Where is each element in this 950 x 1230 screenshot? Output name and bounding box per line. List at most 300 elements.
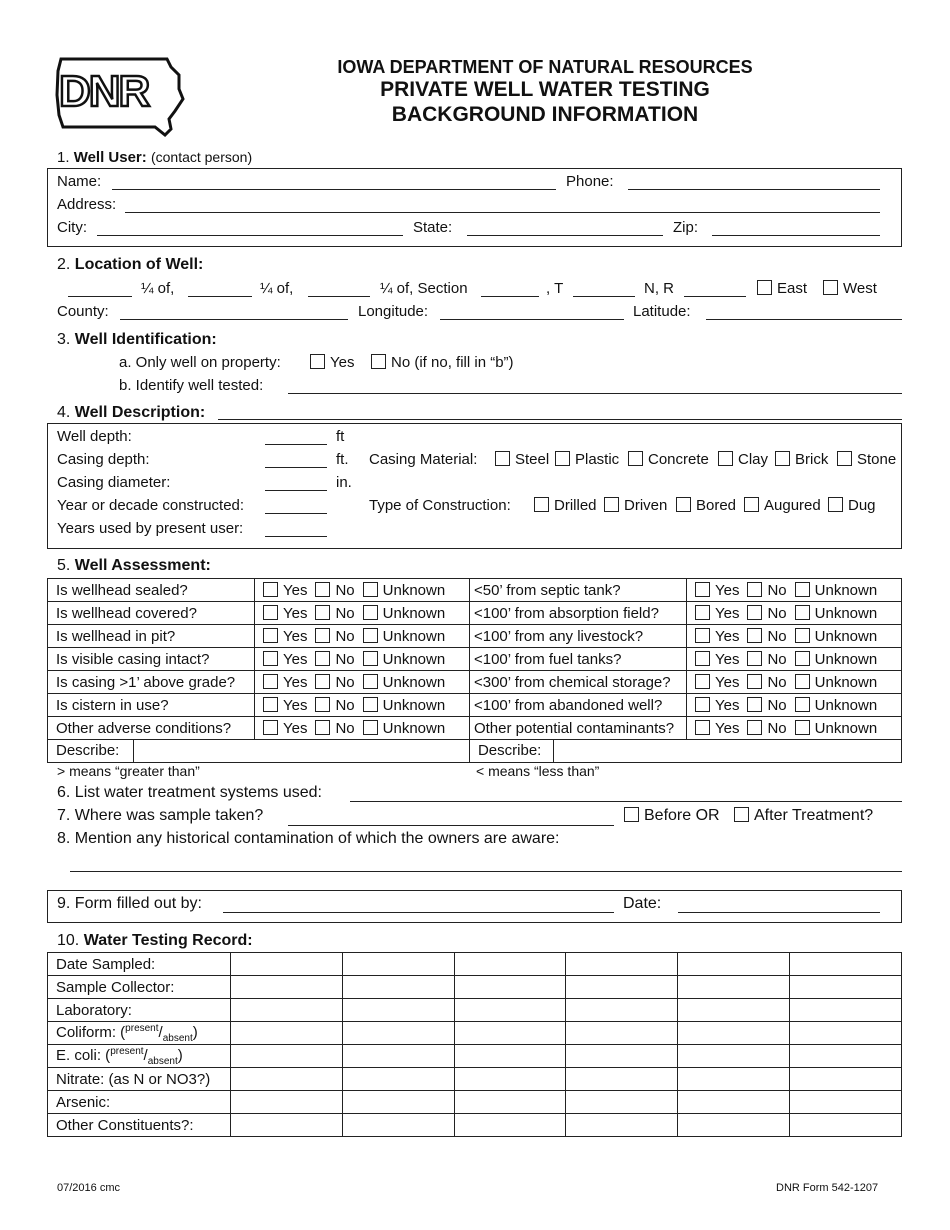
phone-label: Phone: [566, 173, 614, 190]
option-label: Unknown [382, 673, 446, 691]
record-row-label: Date Sampled: [48, 953, 231, 976]
left-q1-no-checkbox[interactable] [315, 605, 330, 620]
quarter-2-label: ¼ of, [260, 280, 294, 297]
assessment-question: <100’ from any livestock? [469, 625, 686, 648]
record-cell[interactable] [454, 999, 566, 1022]
quarter-3-field[interactable] [308, 296, 370, 297]
year-constructed-label: Year or decade constructed: [57, 497, 245, 514]
left-q5-yes-option[interactable] [263, 697, 307, 714]
left-q3-yes-checkbox[interactable] [263, 651, 278, 666]
record-cell[interactable] [230, 1022, 342, 1045]
record-cell[interactable] [790, 1022, 902, 1045]
clay-checkbox[interactable] [718, 451, 733, 466]
left-q5-unknown-checkbox[interactable] [363, 697, 378, 712]
record-cell[interactable] [454, 1114, 566, 1137]
option-label: Yes [714, 581, 740, 599]
option-label: Yes [714, 719, 740, 737]
describe-left-field[interactable] [134, 740, 469, 762]
record-row-label: Coliform: $(^{present}/_{absent})$ [48, 1022, 231, 1045]
left-q2-unknown-checkbox[interactable] [363, 628, 378, 643]
county-field[interactable] [120, 319, 348, 320]
treatment-systems-label: 6. List water treatment systems used: [57, 784, 322, 801]
record-row-label: Laboratory: [48, 999, 231, 1022]
record-cell[interactable] [230, 1068, 342, 1091]
right-q0-unknown-checkbox[interactable] [795, 582, 810, 597]
after-treatment-option[interactable]: After Treatment? [734, 807, 873, 825]
left-q0-no-checkbox[interactable] [315, 582, 330, 597]
after-checkbox[interactable] [734, 807, 749, 822]
section-10-heading: 10. Water Testing Record: [57, 932, 253, 949]
quarter-1-label: ¼ of, [141, 280, 175, 297]
record-cell[interactable] [678, 999, 790, 1022]
left-q5-no-option[interactable] [315, 697, 354, 714]
right-q4-options [686, 671, 901, 694]
record-cell[interactable] [678, 1114, 790, 1137]
assessment-question: Is wellhead covered? [48, 602, 255, 625]
section-label: ¼ of, Section [380, 280, 468, 297]
right-q5-yes-checkbox[interactable] [695, 697, 710, 712]
record-cell[interactable] [678, 1068, 790, 1091]
left-q3-yes-option[interactable] [263, 651, 307, 668]
left-q2-unknown-option[interactable] [363, 628, 446, 645]
only-well-no[interactable]: No (if no, fill in “b”) [371, 354, 514, 371]
drilled-checkbox[interactable] [534, 497, 549, 512]
right-q6-yes-option[interactable] [695, 720, 739, 737]
right-q0-unknown-option[interactable] [795, 582, 878, 599]
bored-checkbox[interactable] [676, 497, 691, 512]
identify-well-field[interactable] [288, 393, 902, 394]
east-option[interactable]: East [757, 280, 807, 297]
option-label: Yes [282, 696, 308, 714]
assessment-question: Other potential contaminants? [469, 717, 686, 740]
section-field[interactable] [481, 296, 539, 297]
record-row [48, 976, 902, 999]
record-row [48, 1045, 902, 1068]
right-q3-unknown-option[interactable] [795, 651, 878, 668]
dnr-logo [55, 55, 185, 137]
record-cell[interactable] [566, 1068, 678, 1091]
right-q3-yes-checkbox[interactable] [695, 651, 710, 666]
option-label: No [767, 627, 787, 645]
left-q1-options [254, 602, 469, 625]
record-cell[interactable] [790, 1114, 902, 1137]
left-q4-unknown-option[interactable] [363, 674, 446, 691]
assessment-question: Is wellhead sealed? [48, 579, 255, 602]
describe-right-field[interactable] [554, 740, 901, 762]
record-cell[interactable] [566, 1091, 678, 1114]
construction-driven[interactable]: Driven [604, 497, 667, 514]
material-brick[interactable]: Brick [775, 451, 828, 468]
left-q2-no-option[interactable] [315, 628, 354, 645]
right-q3-no-checkbox[interactable] [747, 651, 762, 666]
plastic-checkbox[interactable] [555, 451, 570, 466]
record-cell[interactable] [566, 953, 678, 976]
water-testing-record-table [47, 952, 902, 1137]
record-cell[interactable] [678, 1045, 790, 1068]
only-well-label: a. Only well on property: [119, 354, 281, 371]
less-than-note: < means “less than” [476, 763, 600, 779]
historical-contamination-field[interactable] [70, 871, 902, 872]
assessment-row [48, 579, 902, 602]
right-q4-no-option[interactable] [747, 674, 786, 691]
west-option[interactable]: West [823, 280, 877, 297]
record-row-label: Sample Collector: [48, 976, 231, 999]
year-constructed-field[interactable] [265, 513, 327, 514]
right-q1-no-option[interactable] [747, 605, 786, 622]
date-label: Date: [623, 895, 662, 912]
left-q6-options [254, 717, 469, 740]
casing-depth-unit: ft. [336, 451, 349, 468]
record-row-label: Arsenic: [48, 1091, 231, 1114]
only-well-yes-checkbox[interactable] [310, 354, 325, 369]
assessment-row [48, 602, 902, 625]
describe-label: Describe: [470, 740, 554, 762]
right-q3-yes-option[interactable] [695, 651, 739, 668]
material-plastic[interactable]: Plastic [555, 451, 619, 468]
longitude-field[interactable] [440, 319, 624, 320]
record-cell[interactable] [678, 953, 790, 976]
right-q5-unknown-checkbox[interactable] [795, 697, 810, 712]
record-cell[interactable] [790, 999, 902, 1022]
left-q6-unknown-option[interactable] [363, 720, 446, 737]
right-q2-unknown-checkbox[interactable] [795, 628, 810, 643]
city-label: City: [57, 219, 87, 236]
record-cell[interactable] [342, 1022, 454, 1045]
record-cell[interactable] [342, 1045, 454, 1068]
option-label: Yes [282, 719, 308, 737]
record-cell[interactable] [342, 1091, 454, 1114]
record-cell[interactable] [790, 976, 902, 999]
range-field[interactable] [684, 296, 746, 297]
dug-checkbox[interactable] [828, 497, 843, 512]
record-cell[interactable] [566, 1114, 678, 1137]
option-label: No [335, 696, 355, 714]
right-q2-no-option[interactable] [747, 628, 786, 645]
record-cell[interactable] [230, 953, 342, 976]
filled-by-field[interactable] [223, 912, 614, 913]
left-q2-no-checkbox[interactable] [315, 628, 330, 643]
record-cell[interactable] [454, 953, 566, 976]
quarter-1-field[interactable] [68, 296, 132, 297]
historical-contamination-label: 8. Mention any historical contamination of which the owners are aware: [57, 830, 560, 847]
state-field[interactable] [467, 235, 663, 236]
record-cell[interactable] [678, 1091, 790, 1114]
right-q1-yes-checkbox[interactable] [695, 605, 710, 620]
record-cell[interactable] [342, 1114, 454, 1137]
left-q1-unknown-option[interactable] [363, 605, 446, 622]
left-q1-unknown-checkbox[interactable] [363, 605, 378, 620]
left-q4-unknown-checkbox[interactable] [363, 674, 378, 689]
right-q6-no-option[interactable] [747, 720, 786, 737]
option-label: No [767, 696, 787, 714]
right-q5-yes-option[interactable] [695, 697, 739, 714]
construction-dug[interactable]: Dug [828, 497, 876, 514]
right-q2-unknown-option[interactable] [795, 628, 878, 645]
assessment-row [48, 671, 902, 694]
left-q5-options [254, 694, 469, 717]
well-depth-unit: ft [336, 428, 345, 445]
record-row [48, 1068, 902, 1091]
brick-checkbox[interactable] [775, 451, 790, 466]
left-q4-no-checkbox[interactable] [315, 674, 330, 689]
record-cell[interactable] [454, 1022, 566, 1045]
right-q4-yes-option[interactable] [695, 674, 739, 691]
right-q5-options [686, 694, 901, 717]
footer-form-number: DNR Form 542-1207 [776, 1182, 879, 1194]
latitude-label: Latitude: [633, 303, 691, 320]
section-4-heading: 4. Well Description: [57, 404, 206, 421]
right-q6-no-checkbox[interactable] [747, 720, 762, 735]
well-depth-label: Well depth: [57, 428, 132, 445]
material-concrete[interactable]: Concrete [628, 451, 709, 468]
left-q6-yes-checkbox[interactable] [263, 720, 278, 735]
assessment-question: <100’ from fuel tanks? [469, 648, 686, 671]
left-q4-yes-option[interactable] [263, 674, 307, 691]
right-q2-options [686, 625, 901, 648]
zip-field[interactable] [712, 235, 880, 236]
left-q3-options [254, 648, 469, 671]
right-q5-unknown-option[interactable] [795, 697, 878, 714]
record-cell[interactable] [790, 1068, 902, 1091]
driven-checkbox[interactable] [604, 497, 619, 512]
record-cell[interactable] [678, 1022, 790, 1045]
section-1-heading: 1. Well User: (contact person) [57, 149, 253, 166]
only-well-no-checkbox[interactable] [371, 354, 386, 369]
construction-bored[interactable]: Bored [676, 497, 736, 514]
assessment-question: <100’ from abandoned well? [469, 694, 686, 717]
left-q5-no-checkbox[interactable] [315, 697, 330, 712]
construction-drilled[interactable]: Drilled [534, 497, 597, 514]
record-row [48, 953, 902, 976]
record-cell[interactable] [790, 953, 902, 976]
option-label: Yes [282, 650, 308, 668]
form-title-2: BACKGROUND INFORMATION [391, 103, 699, 126]
left-q2-yes-checkbox[interactable] [263, 628, 278, 643]
right-q2-yes-checkbox[interactable] [695, 628, 710, 643]
option-label: Unknown [814, 581, 878, 599]
option-label: Yes [714, 696, 740, 714]
record-cell[interactable] [342, 1068, 454, 1091]
casing-diameter-label: Casing diameter: [57, 474, 171, 491]
left-q2-yes-option[interactable] [263, 628, 307, 645]
left-q6-yes-option[interactable] [263, 720, 307, 737]
record-row-label: Other Constituents?: [48, 1114, 231, 1137]
record-cell[interactable] [342, 953, 454, 976]
right-q4-yes-checkbox[interactable] [695, 674, 710, 689]
option-label: Unknown [382, 627, 446, 645]
left-q6-unknown-checkbox[interactable] [363, 720, 378, 735]
right-q0-yes-checkbox[interactable] [695, 582, 710, 597]
before-treatment-option[interactable]: Before OR [624, 807, 720, 825]
right-q2-yes-option[interactable] [695, 628, 739, 645]
record-cell[interactable] [230, 999, 342, 1022]
option-label: Yes [282, 673, 308, 691]
record-cell[interactable] [454, 1045, 566, 1068]
quarter-2-field[interactable] [188, 296, 252, 297]
record-cell[interactable] [230, 1091, 342, 1114]
option-label: Unknown [382, 581, 446, 599]
option-label: No [767, 604, 787, 622]
assessment-row [48, 717, 902, 740]
township-field[interactable] [573, 296, 635, 297]
record-cell[interactable] [790, 1091, 902, 1114]
left-q6-no-option[interactable] [315, 720, 354, 737]
right-q4-unknown-option[interactable] [795, 674, 878, 691]
left-q1-yes-checkbox[interactable] [263, 605, 278, 620]
casing-diameter-field[interactable] [265, 490, 327, 491]
augured-checkbox[interactable] [744, 497, 759, 512]
west-checkbox[interactable] [823, 280, 838, 295]
left-q3-unknown-checkbox[interactable] [363, 651, 378, 666]
right-q6-unknown-option[interactable] [795, 720, 878, 737]
right-q3-no-option[interactable] [747, 651, 786, 668]
record-cell[interactable] [454, 976, 566, 999]
left-q0-unknown-option[interactable] [363, 582, 446, 599]
construction-augured[interactable]: Augured [744, 497, 821, 514]
phone-field[interactable] [628, 189, 880, 190]
record-cell[interactable] [566, 1045, 678, 1068]
describe-row [48, 740, 902, 763]
section-5-heading: 5. Well Assessment: [57, 557, 211, 574]
name-field[interactable] [112, 189, 556, 190]
address-label: Address: [57, 196, 117, 213]
left-q5-yes-checkbox[interactable] [263, 697, 278, 712]
left-q5-unknown-option[interactable] [363, 697, 446, 714]
concrete-checkbox[interactable] [628, 451, 643, 466]
option-label: No [335, 673, 355, 691]
record-cell[interactable] [566, 976, 678, 999]
option-label: Unknown [814, 719, 878, 737]
left-q0-yes-checkbox[interactable] [263, 582, 278, 597]
years-used-label: Years used by present user: [57, 520, 244, 537]
record-cell[interactable] [230, 1045, 342, 1068]
left-q0-unknown-checkbox[interactable] [363, 582, 378, 597]
right-q2-no-checkbox[interactable] [747, 628, 762, 643]
filled-by-label: 9. Form filled out by: [57, 895, 202, 912]
city-field[interactable] [97, 235, 403, 236]
option-label: Unknown [814, 696, 878, 714]
section-2-heading: 2. Location of Well: [57, 256, 204, 273]
right-q5-no-checkbox[interactable] [747, 697, 762, 712]
material-clay[interactable]: Clay [718, 451, 768, 468]
material-steel[interactable]: Steel [495, 451, 549, 468]
date-field[interactable] [678, 912, 880, 913]
record-cell[interactable] [230, 1114, 342, 1137]
record-cell[interactable] [566, 1022, 678, 1045]
assessment-question: Is cistern in use? [48, 694, 255, 717]
before-checkbox[interactable] [624, 807, 639, 822]
treatment-systems-field[interactable] [350, 801, 902, 802]
left-q0-options [254, 579, 469, 602]
logo-text: DNR [59, 67, 149, 116]
option-label: Unknown [814, 604, 878, 622]
left-q1-yes-option[interactable] [263, 605, 307, 622]
right-q6-options [686, 717, 901, 740]
right-q1-options [686, 602, 901, 625]
record-cell[interactable] [566, 999, 678, 1022]
left-q3-no-option[interactable] [315, 651, 354, 668]
right-q6-unknown-checkbox[interactable] [795, 720, 810, 735]
right-q1-unknown-option[interactable] [795, 605, 878, 622]
right-q1-yes-option[interactable] [695, 605, 739, 622]
well-depth-field[interactable] [265, 444, 327, 445]
left-q1-no-option[interactable] [315, 605, 354, 622]
latitude-field[interactable] [706, 319, 902, 320]
option-label: No [767, 650, 787, 668]
left-q6-no-checkbox[interactable] [315, 720, 330, 735]
option-label: No [335, 719, 355, 737]
right-q0-no-option[interactable] [747, 582, 786, 599]
record-cell[interactable] [454, 1068, 566, 1091]
right-q4-no-checkbox[interactable] [747, 674, 762, 689]
record-cell[interactable] [230, 976, 342, 999]
address-field[interactable] [125, 212, 880, 213]
right-q1-no-checkbox[interactable] [747, 605, 762, 620]
record-cell[interactable] [342, 999, 454, 1022]
left-q3-unknown-option[interactable] [363, 651, 446, 668]
option-label: Yes [282, 627, 308, 645]
right-q5-no-option[interactable] [747, 697, 786, 714]
sample-location-field[interactable] [288, 825, 614, 826]
left-q3-no-checkbox[interactable] [315, 651, 330, 666]
assessment-row [48, 648, 902, 671]
left-q4-yes-checkbox[interactable] [263, 674, 278, 689]
left-q4-no-option[interactable] [315, 674, 354, 691]
material-stone[interactable]: Stone [837, 451, 896, 468]
record-row [48, 999, 902, 1022]
option-label: No [335, 581, 355, 599]
well-assessment-table [47, 578, 902, 763]
casing-depth-field[interactable] [265, 467, 327, 468]
stone-checkbox[interactable] [837, 451, 852, 466]
left-q0-yes-option[interactable] [263, 582, 307, 599]
option-label: No [767, 581, 787, 599]
right-q3-unknown-checkbox[interactable] [795, 651, 810, 666]
record-cell[interactable] [342, 976, 454, 999]
range-label: N, R [644, 280, 674, 297]
casing-material-label: Casing Material: [369, 451, 478, 468]
option-label: No [335, 604, 355, 622]
left-q0-no-option[interactable] [315, 582, 354, 599]
record-cell[interactable] [790, 1045, 902, 1068]
right-q0-yes-option[interactable] [695, 582, 739, 599]
record-cell[interactable] [454, 1091, 566, 1114]
record-row [48, 1091, 902, 1114]
east-checkbox[interactable] [757, 280, 772, 295]
right-q0-options [686, 579, 901, 602]
assessment-question: Other adverse conditions? [48, 717, 255, 740]
right-q0-no-checkbox[interactable] [747, 582, 762, 597]
agency-name: IOWA DEPARTMENT OF NATURAL RESOURCES [337, 57, 753, 77]
casing-depth-label: Casing depth: [57, 451, 150, 468]
right-q6-yes-checkbox[interactable] [695, 720, 710, 735]
longitude-label: Longitude: [358, 303, 429, 320]
record-cell[interactable] [678, 976, 790, 999]
right-q1-unknown-checkbox[interactable] [795, 605, 810, 620]
option-label: No [767, 719, 787, 737]
section-4-heading-rule [218, 419, 902, 420]
township-label: , T [546, 280, 564, 297]
steel-checkbox[interactable] [495, 451, 510, 466]
option-label: Unknown [382, 604, 446, 622]
construction-label: Type of Construction: [369, 497, 511, 514]
years-used-field[interactable] [265, 536, 327, 537]
only-well-yes[interactable]: Yes [310, 354, 354, 371]
option-label: Yes [714, 604, 740, 622]
option-label: No [335, 650, 355, 668]
right-q4-unknown-checkbox[interactable] [795, 674, 810, 689]
left-q4-options [254, 671, 469, 694]
